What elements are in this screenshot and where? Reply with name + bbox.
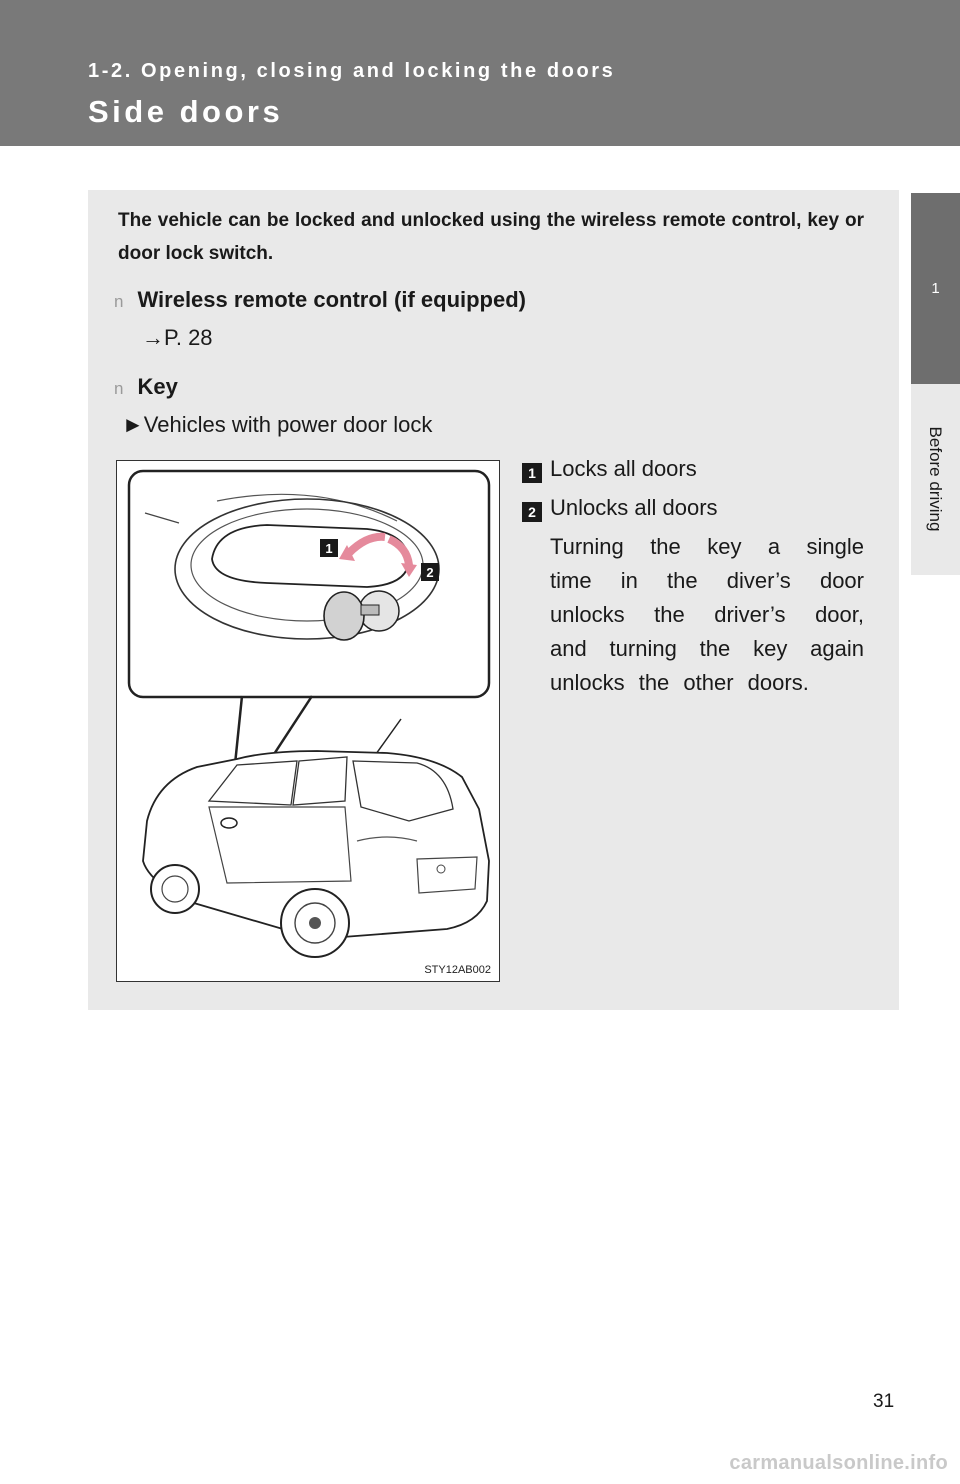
- chapter-title-tab: [911, 384, 960, 575]
- heading-text: Wireless remote control (if equipped): [137, 287, 526, 312]
- watermark: carmanualsonline.info: [729, 1452, 948, 1474]
- chapter-side-tab: [911, 193, 960, 1410]
- heading-text: Key: [137, 374, 178, 399]
- chapter-header: [0, 0, 960, 146]
- number-badge: 2: [522, 502, 542, 522]
- page-title: Side doors: [88, 94, 284, 129]
- figure-code: STY12AB002: [424, 964, 491, 976]
- chapter-title: Before driving: [926, 426, 945, 532]
- bullet-marker: n: [114, 292, 124, 311]
- description-item-2: [522, 495, 718, 522]
- description-text: Locks all doors: [550, 456, 697, 481]
- heading-key: [114, 374, 178, 400]
- unlock-note: Turning the key a single time in the diver’s door unlocks the driver’s door, and turning the key again unlocks the other doors.: [550, 534, 864, 695]
- heading-wireless-remote: [114, 287, 526, 313]
- section-label: 1-2. Opening, closing and locking the doors: [88, 60, 616, 82]
- callout-1: 1: [325, 541, 333, 556]
- bullet-marker: n: [114, 379, 124, 398]
- illustration-graphic: [117, 461, 499, 981]
- number-badge: 1: [522, 463, 542, 483]
- page-reference-link[interactable]: →P. 28: [142, 325, 213, 350]
- intro-text: The vehicle can be locked and unlocked using the wireless remote control, key or door lock switch.: [118, 210, 864, 264]
- description-text: Unlocks all doors: [550, 495, 718, 520]
- key-lock-illustration: [116, 460, 500, 982]
- description-item-1: [522, 456, 697, 483]
- chapter-number: 1: [911, 193, 960, 384]
- page-number: 31: [873, 1391, 895, 1412]
- callout-2: 2: [426, 565, 434, 580]
- condition-label: ►Vehicles with power door lock: [122, 412, 433, 437]
